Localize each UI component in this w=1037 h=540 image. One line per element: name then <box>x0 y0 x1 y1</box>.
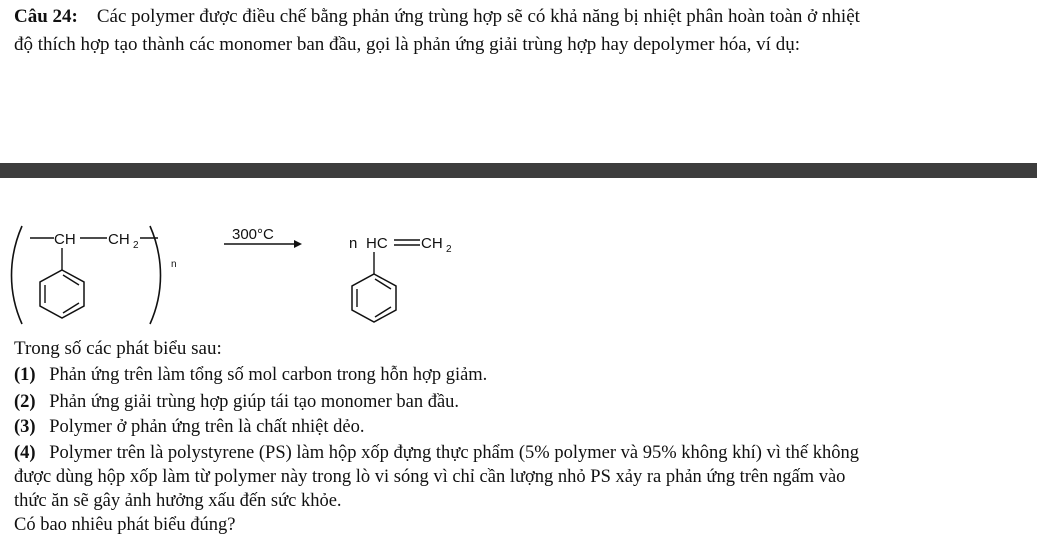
monomer-hc: HC <box>366 235 388 252</box>
question-intro-text1: Các polymer được điều chế bằng phản ứng trùng hợp sẽ có khả năng bị nhiệt phân hoàn toàn ở nhiệt <box>96 6 860 27</box>
monomer-ch2-subscript: 2 <box>446 244 452 255</box>
question-intro-line1 <box>14 6 860 28</box>
statement-4-line2: được dùng hộp xốp làm từ polymer này trong lò vi sóng vì chỉ cần lượng nhỏ PS xảy ra phản ứng trên ngấm vào <box>14 467 846 487</box>
image-divider <box>0 163 1037 178</box>
statement-4: (4) Polymer trên là polystyrene (PS) làm hộp xốp đựng thực phẩm (5% polymer và 95% không khí) vì thế không <box>14 443 860 463</box>
reaction-arrow-head <box>294 240 302 248</box>
polymer-ch2-subscript: 2 <box>133 240 139 251</box>
depolymerization-scheme <box>0 178 1037 334</box>
statement-3: (3) Polymer ở phản ứng trên là chất nhiệt dẻo. <box>14 417 365 437</box>
reaction-condition: 300°C <box>232 226 274 243</box>
right-bracket <box>150 226 161 324</box>
repeat-subscript-n: n <box>171 259 177 270</box>
question-label: Câu 24: <box>14 6 78 27</box>
polymer-ch: CH <box>54 231 76 248</box>
question-intro-line2: độ thích hợp tạo thành các monomer ban đầu, gọi là phản ứng giải trùng hợp hay depolymer hóa, ví dụ: <box>14 34 800 55</box>
statement-2: (2) Phản ứng giải trùng hợp giúp tái tạo monomer ban đầu. <box>14 392 460 412</box>
left-bracket <box>12 226 23 324</box>
polymer-benzene-ring <box>40 270 84 318</box>
final-question: Có bao nhiêu phát biểu đúng? <box>14 515 236 535</box>
statement-4-line3: thức ăn sẽ gây ảnh hưởng xấu đến sức khỏe. <box>14 491 342 511</box>
monomer-coefficient: n <box>349 235 358 252</box>
monomer-benzene-ring <box>352 274 396 322</box>
polymer-ch2: CH <box>108 231 130 248</box>
monomer-ch2: CH <box>421 235 443 252</box>
statements-intro: Trong số các phát biểu sau: <box>14 338 222 359</box>
statement-1: (1) Phản ứng trên làm tổng số mol carbon trong hỗn hợp giảm. <box>14 365 488 385</box>
